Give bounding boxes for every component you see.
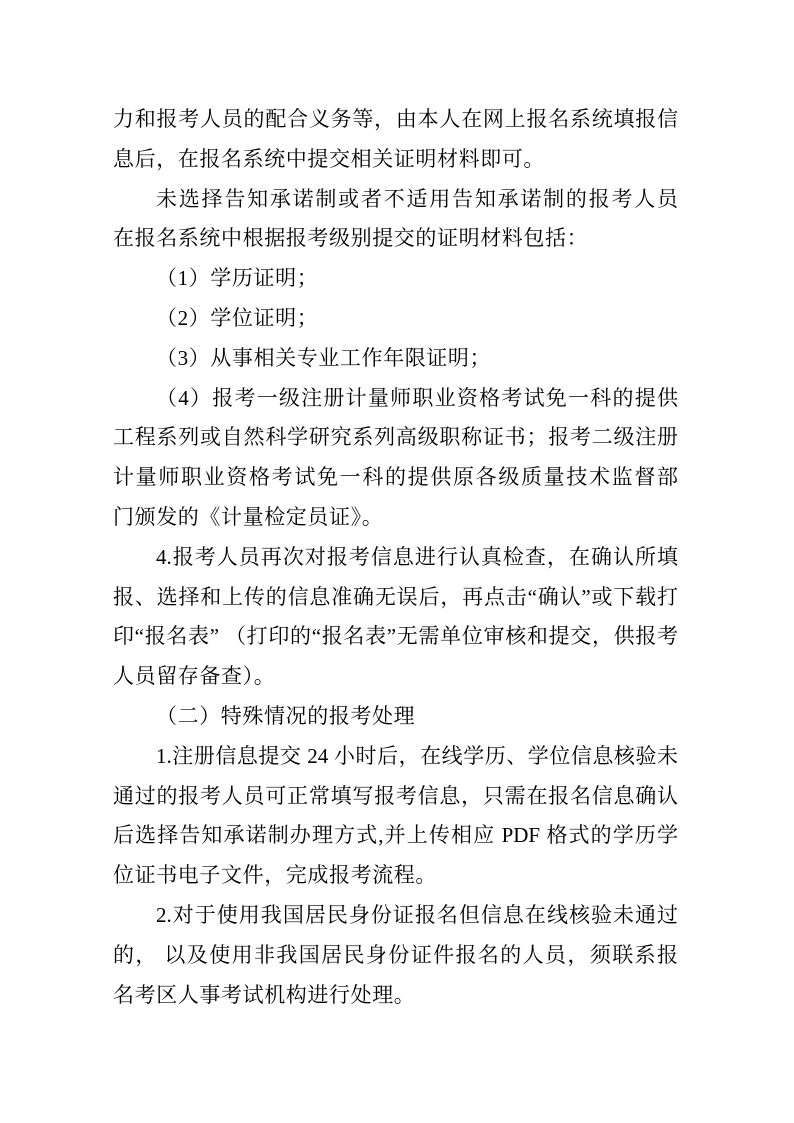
text-line: （3）从事相关专业工作年限证明；	[156, 345, 492, 370]
text-line: 工程系列或自然科学研究系列高级职称证书；报考二级注册	[113, 425, 678, 450]
text-line: 通过的报考人员可正常填写报考信息，只需在报名信息确认	[113, 783, 678, 808]
text-line: （二）特殊情况的报考处理	[156, 703, 416, 728]
text-line: （2）学位证明；	[156, 305, 319, 330]
text-line: 印“报名表” （打印的“报名表”无需单位审核和提交，供报考	[113, 624, 678, 649]
text-line: 4.报考人员再次对报考信息进行认真检查，在确认所填	[156, 544, 678, 569]
text-line: 未选择告知承诺制或者不适用告知承诺制的报考人员	[156, 186, 678, 211]
text-line: 门颁发的《计量检定员证》。	[113, 504, 384, 529]
text-line: （1）学历证明；	[156, 266, 319, 291]
text-line: 名考区人事考试机构进行处理。	[113, 982, 416, 1007]
text-line: 在报名系统中根据报考级别提交的证明材料包括：	[113, 226, 589, 251]
text-line: 2.对于使用我国居民身份证报名但信息在线核验未通过	[156, 902, 678, 927]
text-line: 1.注册信息提交 24 小时后，在线学历、学位信息核验未	[156, 743, 678, 768]
text-line: 的， 以及使用非我国居民身份证件报名的人员，须联系报	[113, 942, 678, 967]
text-line: （4）报考一级注册计量师职业资格考试免一科的提供	[156, 385, 678, 410]
text-line: 计量师职业资格考试免一科的提供原各级质量技术监督部	[113, 465, 678, 490]
text-line: 报、选择和上传的信息准确无误后，再点击“确认”或下载打	[113, 584, 678, 609]
text-line: 位证书电子文件，完成报考流程。	[113, 863, 437, 888]
text-line: 力和报考人员的配合义务等，由本人在网上报名系统填报信	[113, 107, 678, 131]
text-line: 人员留存备查）。	[113, 664, 276, 689]
document-text-block	[113, 100, 678, 1015]
text-line: 后选择告知承诺制办理方式,并上传相应 PDF 格式的学历学	[113, 823, 678, 848]
text-line: 息后，在报名系统中提交相关证明材料即可。	[113, 146, 545, 171]
